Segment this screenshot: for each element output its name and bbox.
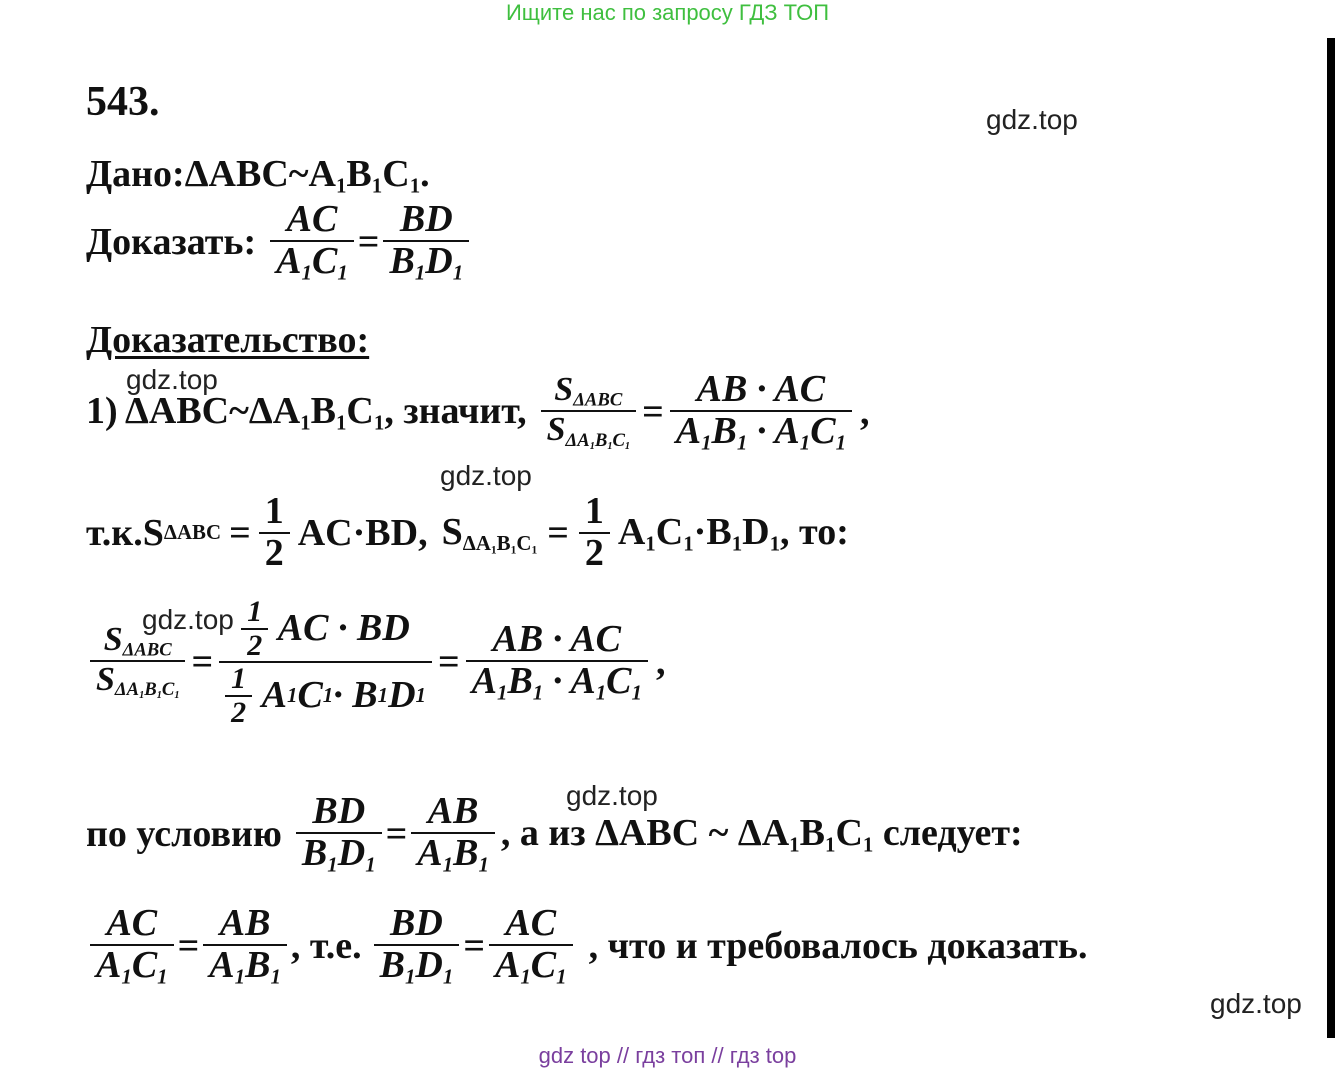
ac-bd: AC·BD, — [297, 511, 428, 554]
te: , т.е. — [290, 925, 362, 968]
fraction: $\frac{BD}{B_1D_1}$ — [374, 904, 460, 988]
area-formula-line: т.к.S ΔABC = $\frac{1}{2}$ AC·BD, $S_{\Delta A_1B_1C_1}$ = $\frac{1}{2}$ $A_1C_1\cdot B_1D_1$, то: — [86, 490, 849, 574]
watermark: gdz.top — [126, 364, 218, 395]
problem-number: 543. — [86, 79, 160, 125]
condition-line: по условию $\frac{BD}{B_1D_1}$ = $\frac{AB}{A_1B_1}$ , а из ΔABC ~ $\Delta A_1B_1C_1$ следует: — [86, 790, 1023, 877]
condition-text: по условию — [86, 813, 282, 856]
proof-label: Доказательство: — [86, 319, 370, 361]
fraction: $\frac{AC}{A_1C_1}$ — [489, 904, 573, 988]
fraction-half: $\frac{1}{2}$ — [579, 492, 610, 574]
scan-edge — [1327, 38, 1335, 1038]
tk-prefix: т.к.S — [86, 511, 164, 554]
step1-line: 1) $\Delta ABC\sim\Delta A_1B_1C_1$, значит, $\frac{S_{\Delta ABC}}{S_{\Delta A_1B_1C_1}}$ = $\frac{AB \cdot AC}{A_1B_1 \cdot A_1C_1}$ , — [86, 368, 870, 455]
footer-links[interactable]: gdz top // гдз топ // гдз top — [538, 1043, 797, 1068]
watermark: gdz.top — [986, 104, 1078, 135]
fraction: $\frac{BD}{B_1D_1}$ — [383, 200, 469, 284]
fraction: $\frac{S_{\Delta ABC}}{S_{\Delta A_1B_1C_1}}$ — [541, 372, 636, 453]
given-line: $Дано:\Delta ABC\sim A_1B_1C_1$. — [86, 153, 430, 198]
watermark: gdz.top — [1210, 988, 1302, 1019]
watermark: gdz.top — [440, 460, 532, 491]
conclusion-line: $\frac{AC}{A_1C_1}$ = $\frac{AB}{A_1B_1}$ , т.е. $\frac{BD}{B_1D_1}$ = $\frac{AC}{A_1C_1}$ , что и требовалось доказать. — [90, 904, 1088, 988]
given-text: ΔABC~A — [184, 153, 336, 195]
given-label: Дано: — [86, 153, 185, 195]
step1-prefix: 1) $\Delta ABC\sim\Delta A_1B_1C_1$, значит, — [86, 389, 527, 435]
fraction-half: $\frac{1}{2}$ — [259, 492, 290, 574]
compound-fraction: $\frac{1}{2}$ AC · BD $\frac{1}{2}$ A 1 C 1 · B 1 D 1 — [219, 596, 432, 728]
fraction: $\frac{BD}{B_1D_1}$ — [296, 792, 382, 876]
watermark: gdz.top — [566, 780, 658, 811]
fraction: $\frac{AB \cdot AC}{A_1B_1 \cdot A_1C_1}$ — [670, 370, 852, 454]
fraction: $\frac{AB}{A_1B_1}$ — [203, 904, 287, 988]
fraction: $\frac{AC}{A_1C_1}$ — [270, 200, 354, 284]
ratio-equation: $\frac{S_{\Delta ABC}}{S_{\Delta A_1B_1C_1}}$ = $\frac{1}{2}$ AC · BD $\frac{1}{2}$ A 1 C 1 · B 1 D 1 = $\frac{AB \cdot AC}{A_1B_1 \cdot A_1C_1}$ , — [90, 596, 665, 728]
top-banner[interactable]: Ищите нас по запросу ГДЗ ТОП — [505, 0, 830, 25]
prove-line: Доказать: $\frac{AC}{A_1C_1}$ = $\frac{BD}{B_1D_1}$ — [86, 200, 469, 284]
fraction: $\frac{S_{\Delta ABC}}{S_{\Delta A_1B_1C_1}}$ — [90, 622, 185, 703]
prove-label: Доказать: — [86, 221, 257, 264]
conclusion-text: , что и требовалось доказать. — [588, 925, 1088, 968]
fraction: $\frac{AC}{A_1C_1}$ — [90, 904, 174, 988]
watermark: gdz.top — [142, 604, 234, 635]
fraction: $\frac{AB}{A_1B_1}$ — [411, 792, 495, 876]
fraction: $\frac{AB \cdot AC}{A_1B_1 \cdot A_1C_1}$ — [466, 620, 648, 704]
